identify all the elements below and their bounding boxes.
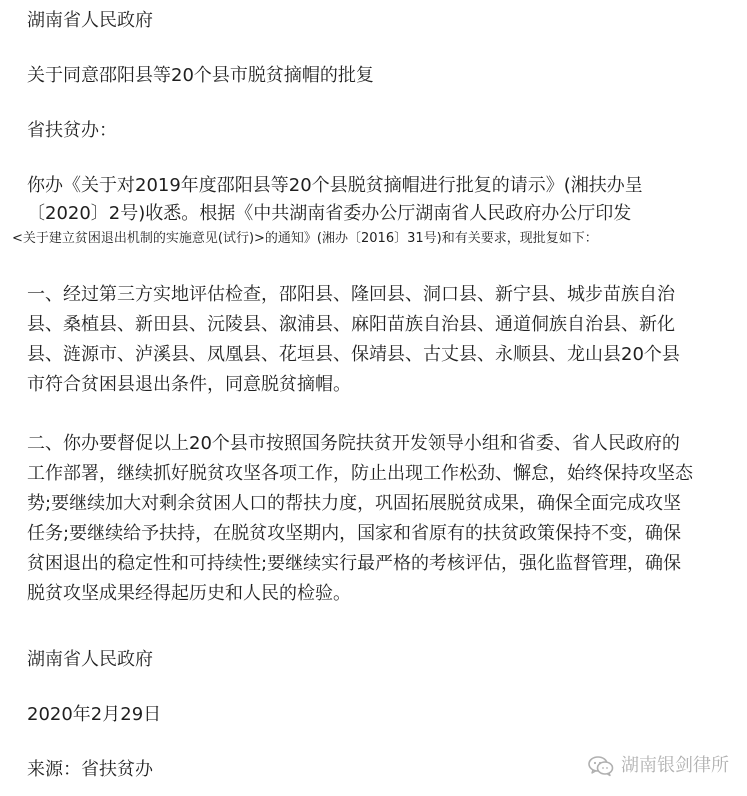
paragraph-2-line: 任务;要继续给予扶持，在脱贫攻坚期内，国家和省原有的扶贫政策保持不变，确保 — [27, 523, 682, 544]
paragraph-1-line: 一、经过第三方实地评估检查，邵阳县、隆回县、洞口县、新宁县、城步苗族自治 — [27, 284, 675, 305]
intro-line-1: 你办《关于对2019年度邵阳县等20个县脱贫摘帽进行批复的请示》(湘扶办呈 — [27, 175, 643, 196]
paragraph-1 — [27, 280, 739, 400]
paragraph-1-line: 市符合贫困县退出条件，同意脱贫摘帽。 — [27, 374, 351, 395]
intro-line-3: <关于建立贫困退出机制的实施意见(试行)>的通知》(湘办〔2016〕31号)和有关要求，现批复如下： — [12, 231, 598, 246]
watermark-label: 湖南银剑律所 — [621, 755, 729, 776]
wechat-icon — [587, 754, 615, 778]
paragraph-1-line: 县、桑植县、新田县、沅陵县、溆浦县、麻阳苗族自治县、通道侗族自治县、新化 — [27, 314, 675, 335]
paragraph-2-line: 工作部署，继续抓好脱贫攻坚各项工作，防止出现工作松劲、懈怠，始终保持攻坚态 — [27, 463, 693, 484]
header-org: 湖南省人民政府 — [27, 10, 153, 31]
document-date: 2020年2月29日 — [27, 704, 162, 725]
paragraph-2-line: 势;要继续加大对剩余贫困人口的帮扶力度，巩固拓展脱贫成果，确保全面完成攻坚 — [27, 493, 682, 514]
paragraph-2-line: 贫困退出的稳定性和可持续性;要继续实行最严格的考核评估，强化监督管理，确保 — [27, 553, 682, 574]
signature-org: 湖南省人民政府 — [27, 649, 153, 670]
recipient: 省扶贫办： — [27, 120, 117, 141]
intro-line-2: 〔2020〕2号)收悉。根据《中共湖南省委办公厅湖南省人民政府办公厅印发 — [27, 203, 632, 224]
source-line: 来源：省扶贫办 — [27, 759, 153, 780]
document-title: 关于同意邵阳县等20个县市脱贫摘帽的批复 — [27, 65, 374, 86]
paragraph-2-line: 脱贫攻坚成果经得起历史和人民的检验。 — [27, 583, 351, 604]
paragraph-1-line: 县、涟源市、泸溪县、凤凰县、花垣县、保靖县、古丈县、永顺县、龙山县20个县 — [27, 344, 680, 365]
paragraph-2 — [27, 429, 739, 609]
paragraph-2-line: 二、你办要督促以上20个县市按照国务院扶贫开发领导小组和省委、省人民政府的 — [27, 433, 680, 454]
watermark — [587, 754, 729, 778]
